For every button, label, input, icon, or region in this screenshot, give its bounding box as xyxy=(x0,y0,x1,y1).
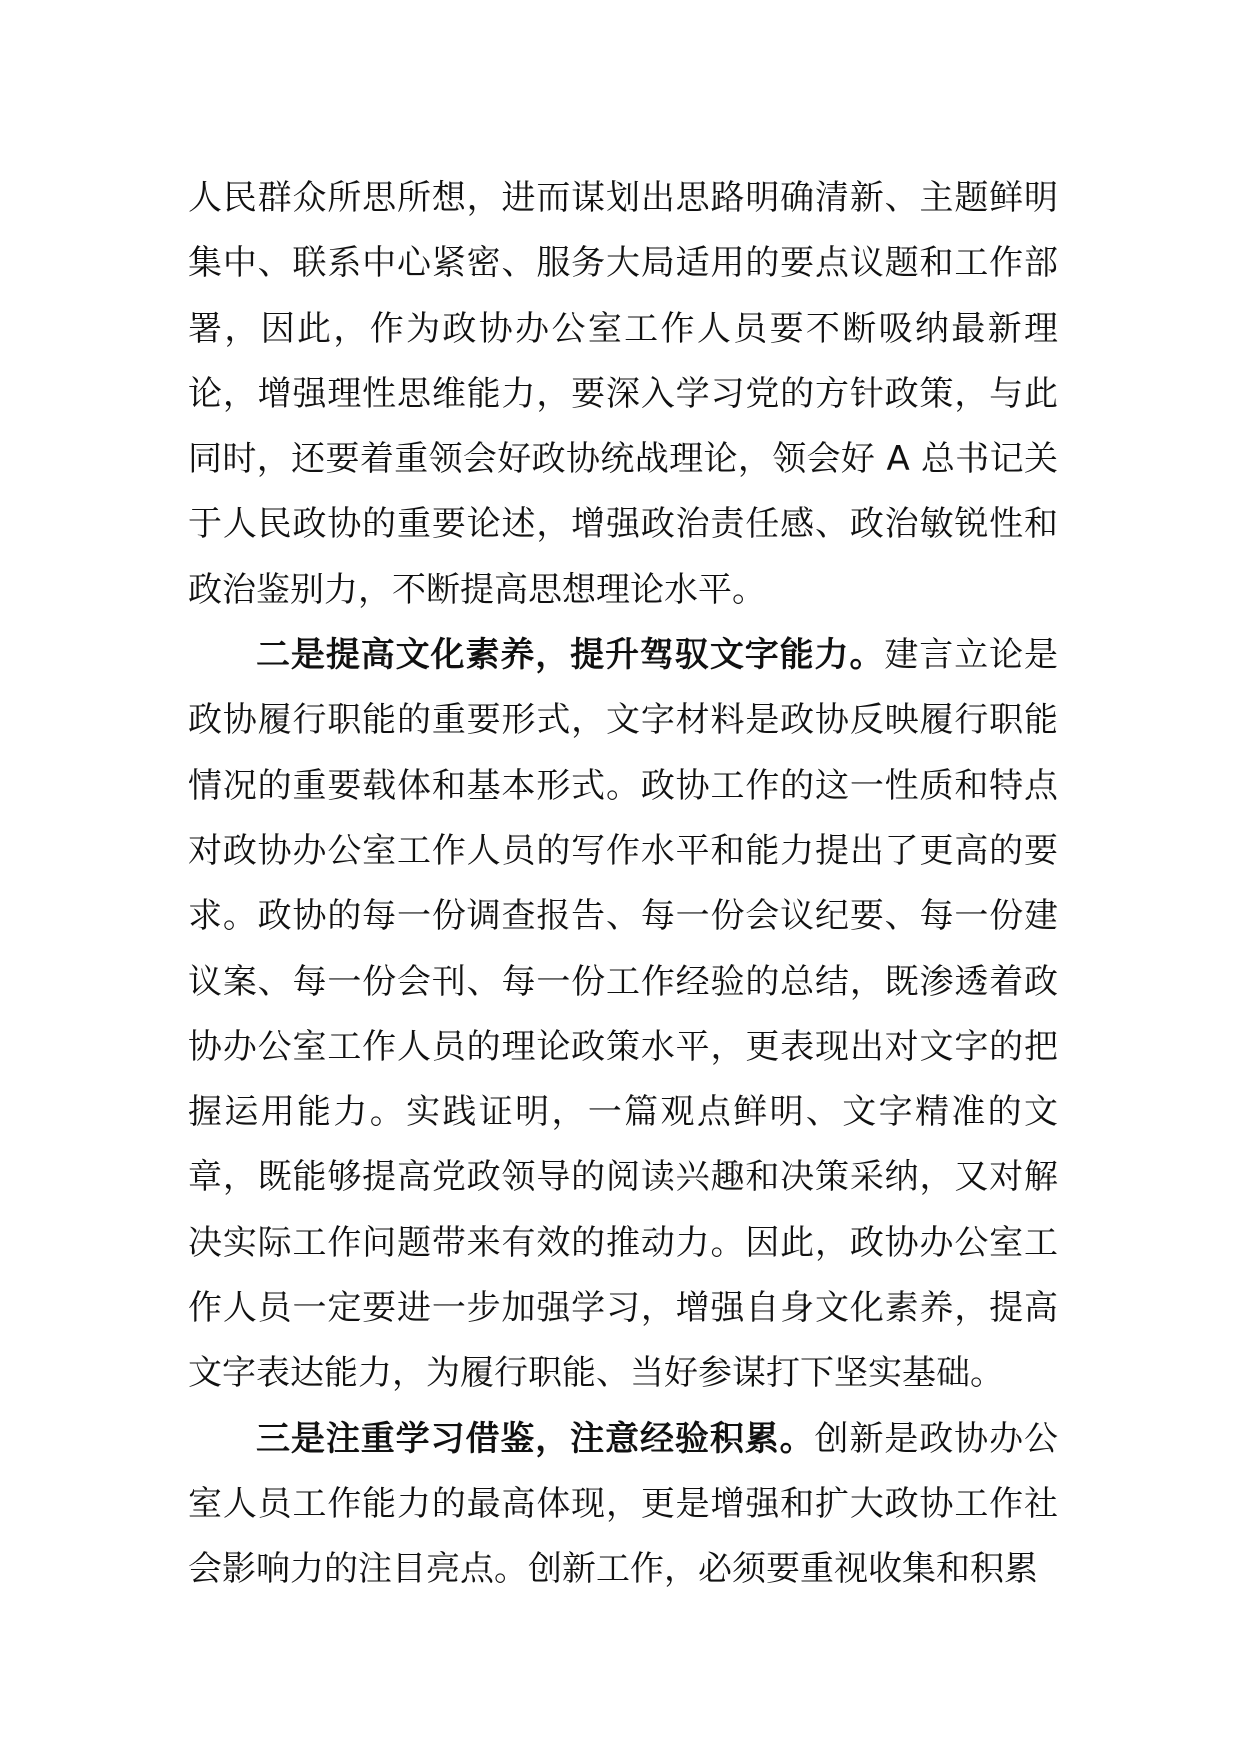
paragraph-point-three xyxy=(188,1407,1058,1603)
paragraph-body: 创新是政协办公室人员工作能力的最高体现，更是增强和扩大政协工作社会影响力的注目亮点。创新工作，必须要重视收集和积累 xyxy=(188,1418,1059,1590)
paragraph-continued xyxy=(188,166,1058,623)
paragraph-point-two xyxy=(188,623,1058,1407)
document-body xyxy=(188,166,1058,1603)
paragraph-lead-heading: 二是提高文化素养，提升驾驭文字能力。 xyxy=(256,635,885,676)
paragraph-body: 人民群众所思所想，进而谋划出思路明确清新、主题鲜明集中、联系中心紧密、服务大局适用的要点议题和工作部署，因此，作为政协办公室工作人员要不断吸纳最新理论，增强理性思维能力，要深入学习党的方针政策，与此同时，还要着重领会好政协统战理论，领会好 A 总书记关于人民政协的重要论述，增强政治责任感、政治敏锐性和政治鉴别力，不断提高思想理论水平。 xyxy=(188,178,1058,610)
paragraph-body: 建言立论是政协履行职能的重要形式，文字材料是政协反映履行职能情况的重要载体和基本形式。政协工作的这一性质和特点对政协办公室工作人员的写作水平和能力提出了更高的要求。政协的每一份调查报告、每一份会议纪要、每一份建议案、每一份会刊、每一份工作经验的总结，既渗透着政协办公室工作人员的理论政策水平，更表现出对文字的把握运用能力。实践证明，一篇观点鲜明、文字精准的文章，既能够提高党政领导的阅读兴趣和决策采纳，又对解决实际工作问题带来有效的推动力。因此，政协办公室工作人员一定要进一步加强学习，增强自身文化素养，提高文字表达能力，为履行职能、当好参谋打下坚实基础。 xyxy=(188,635,1059,1394)
paragraph-lead-heading: 三是注重学习借鉴，注意经验积累。 xyxy=(256,1418,815,1459)
